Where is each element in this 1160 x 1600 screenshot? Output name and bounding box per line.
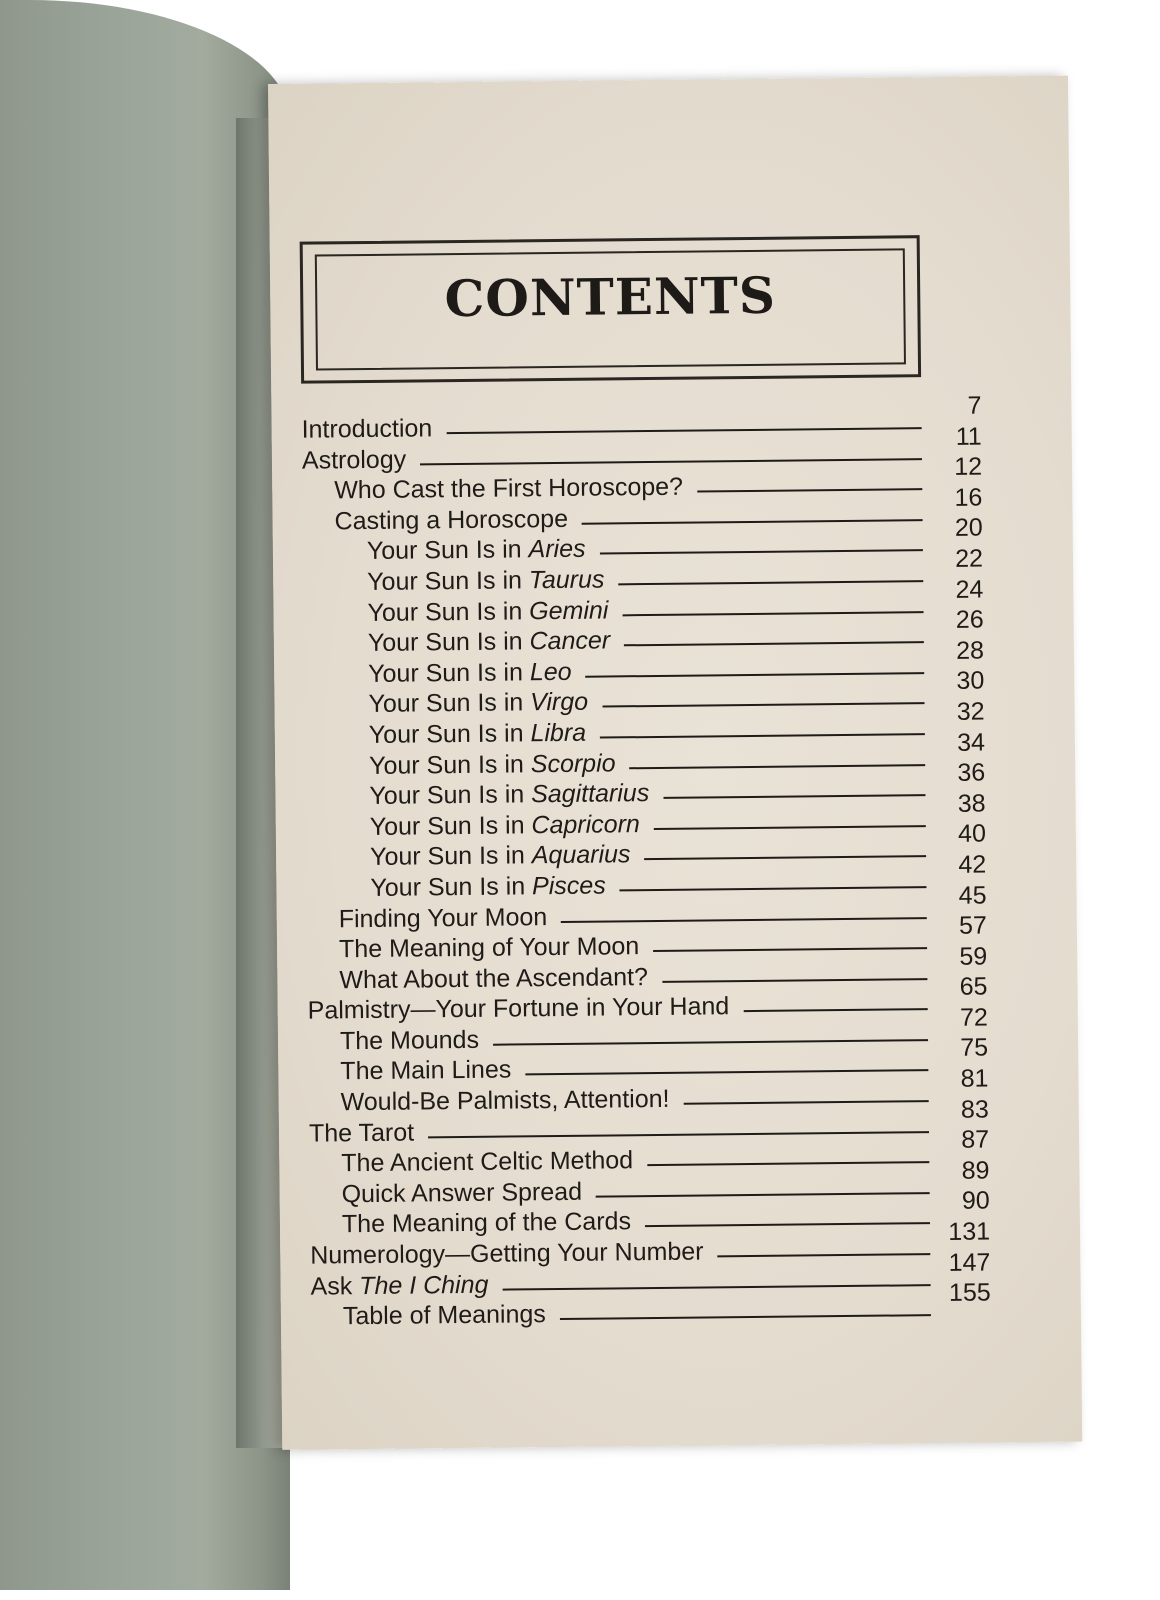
leader-line bbox=[600, 550, 923, 555]
toc-entry-text: Your Sun Is in bbox=[369, 811, 532, 841]
toc-entry-label bbox=[369, 749, 630, 780]
toc-entry-italic-text: Libra bbox=[530, 718, 587, 748]
toc-entry-text: Your Sun Is in bbox=[367, 566, 530, 596]
leader-line bbox=[600, 733, 925, 738]
toc-page-number: 131 bbox=[948, 1217, 991, 1246]
toc-entry-text: The Meaning of the Cards bbox=[341, 1207, 632, 1239]
toc-page-number: 155 bbox=[948, 1278, 991, 1308]
toc-page-number: 90 bbox=[961, 1186, 990, 1216]
toc-entry bbox=[311, 1294, 931, 1330]
toc-entry-italic-text: Sagittarius bbox=[530, 779, 650, 809]
toc-page-number: 57 bbox=[958, 911, 987, 940]
toc-entry-text: The Main Lines bbox=[340, 1055, 512, 1086]
toc-entry-text: Your Sun Is in bbox=[367, 627, 530, 658]
toc-entry-italic-text: The I Ching bbox=[359, 1270, 489, 1300]
toc-entry-text: Numerology—Getting Your Number bbox=[310, 1237, 704, 1270]
toc-entry-label bbox=[368, 626, 625, 657]
toc-entry-label bbox=[368, 657, 586, 687]
toc-page-number: 16 bbox=[954, 483, 983, 512]
leader-line bbox=[654, 825, 926, 830]
toc-entry-text: Quick Answer Spread bbox=[341, 1177, 583, 1209]
toc-page-number: 89 bbox=[961, 1156, 990, 1185]
toc-entry-text: The Ancient Celtic Method bbox=[341, 1146, 634, 1178]
toc-entry-text: Your Sun Is in bbox=[368, 688, 531, 719]
toc-page-number: 40 bbox=[957, 819, 987, 849]
toc-entry-label bbox=[308, 992, 744, 1025]
leader-line bbox=[743, 1008, 927, 1012]
toc-entry-text: Your Sun Is in bbox=[368, 749, 531, 780]
toc-entry-text: Finding Your Moon bbox=[338, 902, 548, 933]
toc-entry-label bbox=[367, 535, 600, 565]
toc-entry-label bbox=[310, 1270, 502, 1300]
toc-entry-label bbox=[310, 1237, 718, 1269]
toc-entry-italic-text: Pisces bbox=[531, 871, 606, 901]
toc-page-number: 26 bbox=[955, 605, 984, 634]
toc-entry-italic-text: Leo bbox=[529, 657, 572, 687]
toc-entry-label bbox=[369, 718, 601, 748]
toc-entry-text: Ask bbox=[310, 1271, 360, 1301]
toc-entry-label bbox=[368, 688, 602, 718]
toc-entry-text: Your Sun Is in bbox=[366, 535, 529, 566]
toc-page-number: 59 bbox=[959, 942, 988, 971]
toc-page-number: 22 bbox=[955, 544, 984, 573]
toc-entry-text: Your Sun Is in bbox=[368, 719, 531, 749]
table-of-contents bbox=[301, 391, 991, 1332]
toc-entry-label bbox=[370, 871, 620, 902]
toc-page-number: 36 bbox=[957, 758, 986, 787]
leader-line bbox=[602, 703, 924, 708]
toc-entry-italic-text: Gemini bbox=[529, 596, 609, 625]
toc-entry-italic-text: Capricorn bbox=[531, 809, 640, 839]
leader-line bbox=[697, 488, 922, 492]
toc-page-number: 20 bbox=[954, 513, 983, 543]
leader-line bbox=[560, 1314, 931, 1320]
toc-entry-text: Would-Be Palmists, Attention! bbox=[340, 1084, 670, 1117]
toc-entry-text: Who Cast the First Horoscope? bbox=[334, 472, 684, 505]
toc-entry-text: Introduction bbox=[301, 414, 433, 444]
leader-line bbox=[561, 917, 927, 923]
toc-page-number: 30 bbox=[956, 666, 985, 696]
toc-page-number: 81 bbox=[960, 1064, 989, 1093]
toc-entry-label bbox=[370, 840, 645, 871]
toc-page-number: 42 bbox=[958, 850, 987, 879]
leader-line bbox=[647, 1161, 929, 1166]
toc-page-number: 147 bbox=[948, 1248, 991, 1277]
toc-page-number: 34 bbox=[956, 728, 986, 757]
leader-line bbox=[596, 1192, 930, 1197]
title-frame bbox=[300, 235, 921, 383]
page-title: CONTENTS bbox=[444, 265, 777, 329]
toc-entry-text: Your Sun Is in bbox=[370, 872, 533, 902]
toc-entry-italic-text: Aries bbox=[528, 535, 586, 564]
toc-entry-text: Casting a Horoscope bbox=[334, 504, 569, 536]
toc-entry-text: The Mounds bbox=[339, 1025, 480, 1056]
contents-page bbox=[268, 76, 1082, 1450]
toc-entry-text: The Tarot bbox=[308, 1118, 415, 1148]
toc-page-number: 65 bbox=[959, 972, 988, 1002]
toc-entry-label bbox=[309, 1118, 428, 1147]
leader-line bbox=[428, 1131, 929, 1138]
toc-entry-label bbox=[339, 902, 562, 932]
toc-page-number: 38 bbox=[957, 789, 986, 818]
toc-page-number: 75 bbox=[960, 1033, 989, 1063]
toc-entry-text: What About the Ascendant? bbox=[339, 962, 649, 994]
leader-line bbox=[622, 611, 923, 616]
toc-entry-text: Astrology bbox=[301, 445, 407, 475]
toc-page-number: 45 bbox=[958, 881, 987, 910]
toc-entry-italic-text: Aquarius bbox=[531, 840, 631, 870]
toc-page-number: 12 bbox=[954, 452, 983, 482]
leader-line bbox=[582, 519, 923, 525]
toc-page-number: 87 bbox=[961, 1125, 990, 1155]
toc-entry-label bbox=[369, 779, 663, 810]
toc-entry-text: Your Sun Is in bbox=[369, 780, 532, 811]
toc-entry-italic-text: Virgo bbox=[530, 688, 589, 717]
toc-page-number: 72 bbox=[959, 1003, 988, 1032]
leader-line bbox=[653, 947, 927, 952]
toc-page-number: 83 bbox=[960, 1095, 989, 1124]
leader-line bbox=[525, 1070, 928, 1076]
leader-line bbox=[718, 1253, 931, 1257]
toc-entry-label bbox=[340, 1026, 493, 1056]
toc-entry-label bbox=[341, 1085, 684, 1117]
toc-page-number: 32 bbox=[956, 697, 985, 726]
leader-line bbox=[624, 641, 924, 646]
toc-entry-label bbox=[367, 565, 618, 596]
toc-page-number: 28 bbox=[956, 636, 985, 665]
toc-page-number: 7 bbox=[967, 391, 982, 420]
toc-entry-text: The Meaning of Your Moon bbox=[338, 932, 640, 964]
toc-page-number: 11 bbox=[955, 422, 982, 451]
toc-entry-italic-text: Scorpio bbox=[530, 748, 616, 778]
toc-entry-italic-text: Taurus bbox=[528, 565, 605, 595]
leader-line bbox=[502, 1284, 930, 1290]
toc-entry-text: Your Sun Is in bbox=[367, 596, 530, 627]
leader-line bbox=[446, 427, 921, 434]
toc-entry-label bbox=[370, 810, 654, 841]
toc-entry-label bbox=[302, 445, 421, 474]
leader-line bbox=[620, 886, 927, 891]
toc-entry-label bbox=[343, 1300, 560, 1330]
toc-entry-label bbox=[342, 1208, 645, 1239]
toc-entry-label bbox=[340, 1056, 525, 1086]
toc-entry-label bbox=[334, 473, 697, 505]
toc-entry-label bbox=[341, 1177, 596, 1208]
leader-line bbox=[630, 764, 926, 769]
leader-line bbox=[586, 672, 925, 678]
toc-entry-text: Your Sun Is in bbox=[368, 658, 531, 688]
toc-entry-label bbox=[334, 505, 582, 536]
toc-entry-text: Palmistry—Your Fortune in Your Hand bbox=[307, 992, 730, 1025]
toc-page-number: 24 bbox=[955, 575, 984, 604]
leader-line bbox=[644, 855, 926, 860]
toc-entry-label bbox=[367, 596, 622, 627]
toc-entry-text: Table of Meanings bbox=[342, 1300, 546, 1331]
toc-entry-label bbox=[341, 1146, 647, 1177]
leader-line bbox=[684, 1100, 929, 1105]
leader-line bbox=[493, 1039, 928, 1046]
leader-line bbox=[662, 978, 927, 983]
toc-entry-text: Your Sun Is in bbox=[369, 841, 532, 872]
leader-line bbox=[618, 580, 923, 585]
toc-entry-italic-text: Cancer bbox=[529, 626, 611, 656]
leader-line bbox=[663, 794, 925, 799]
leader-line bbox=[420, 458, 922, 465]
toc-entry-label bbox=[339, 932, 653, 963]
toc-entry-label bbox=[301, 414, 446, 444]
leader-line bbox=[645, 1223, 930, 1228]
toc-entry-label bbox=[339, 963, 662, 994]
